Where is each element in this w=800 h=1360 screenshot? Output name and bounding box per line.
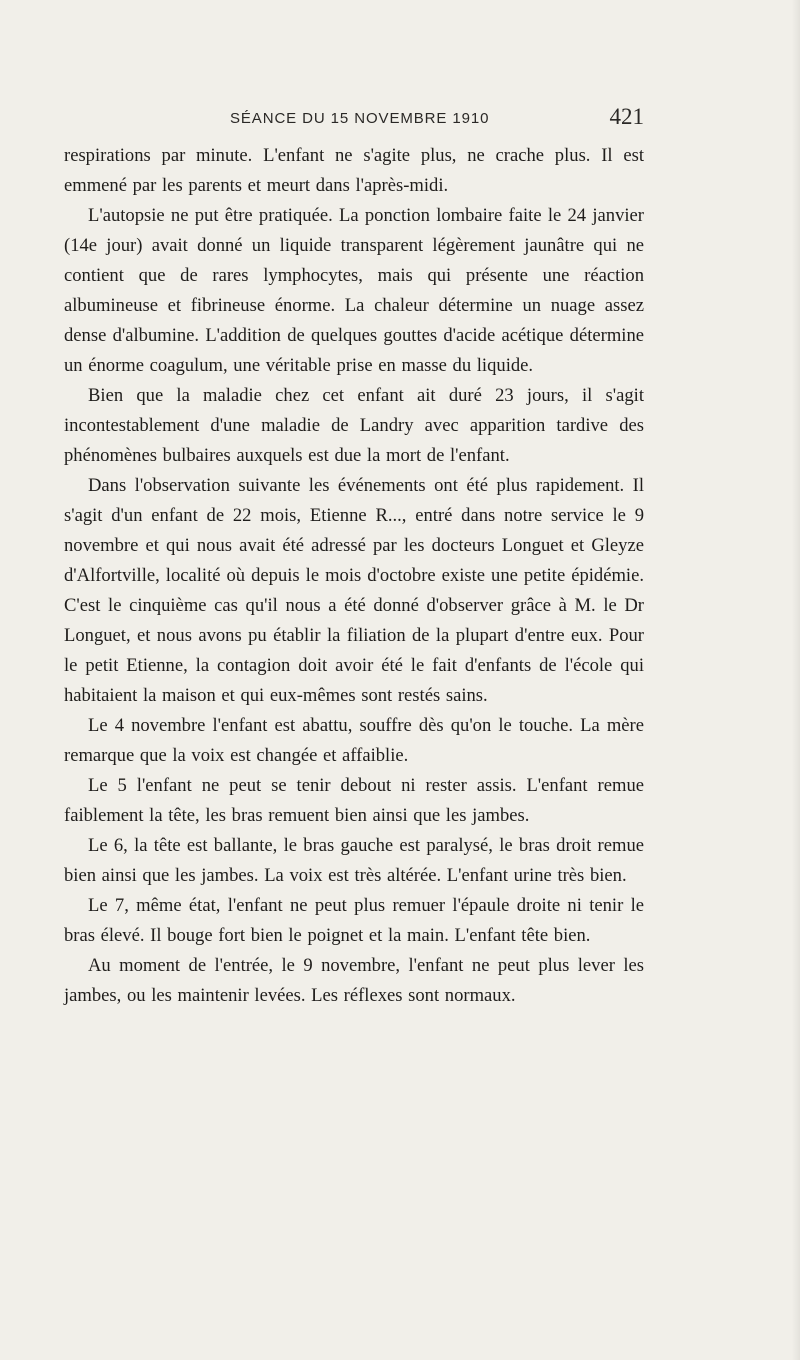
paragraph: Le 4 novembre l'enfant est abattu, souffre dès qu'on le touche. La mère remarque que la voix est changée et affaiblie. xyxy=(64,715,644,766)
paragraph: Dans l'observation suivante les événements ont été plus rapidement. Il s'agit d'un enfant de 22 mois, Etienne R..., entré dans notre service le 9 novembre et qui nous avait été adressé par les docteurs Longuet et Gleyze d'Alfortville, localité où depuis le mois d'octobre existe une petite épidémie. C'est le cinquième cas qu'il nous a été donné d'observer grâce à M. le Dr Longuet, et nous avons pu établir la filiation de la plupart d'entre eux. Pour le petit Etienne, la contagion doit avoir été le fait d'enfants de l'école qui habitaient la maison et qui eux-mêmes sont restés sains. xyxy=(64,475,644,706)
page-number: 421 xyxy=(609,104,644,129)
running-head: SÉANCE DU 15 NOVEMBRE 1910 xyxy=(230,110,490,127)
paragraph: Le 5 l'enfant ne peut se tenir debout ni rester assis. L'enfant remue faiblement la tête, les bras remuent bien ainsi que les jambes. xyxy=(64,775,644,826)
paragraph: L'autopsie ne put être pratiquée. La ponction lombaire faite le 24 janvier (14e jour) avait donné un liquide transparent légèrement jaunâtre qui ne contient que de rares lymphocytes, mais qui présente une réaction albumineuse et fibrineuse énorme. La chaleur détermine un nuage assez dense d'albumine. L'addition de quelques gouttes d'acide acétique détermine un énorme coagulum, une véritable prise en masse du liquide. xyxy=(64,205,644,376)
page-edge-shadow xyxy=(792,0,800,1360)
paragraph: Le 6, la tête est ballante, le bras gauche est paralysé, le bras droit remue bien ainsi que les jambes. La voix est très altérée. L'enfant urine très bien. xyxy=(64,835,644,886)
paragraph: Bien que la maladie chez cet enfant ait duré 23 jours, il s'agit incontestablement d'une maladie de Landry avec apparition tardive des phénomènes bulbaires auxquels est due la mort de l'enfant. xyxy=(64,385,644,466)
paragraph: respirations par minute. L'enfant ne s'agite plus, ne crache plus. Il est emmené par les parents et meurt dans l'après-midi. xyxy=(64,145,644,196)
body-text xyxy=(64,141,644,1011)
paragraph: Au moment de l'entrée, le 9 novembre, l'enfant ne peut plus lever les jambes, ou les maintenir levées. Les réflexes sont normaux. xyxy=(64,955,644,1006)
paragraph: Le 7, même état, l'enfant ne peut plus remuer l'épaule droite ni tenir le bras élevé. Il bouge fort bien le poignet et la main. L'enfant tête bien. xyxy=(64,895,644,946)
page-header xyxy=(64,104,644,134)
